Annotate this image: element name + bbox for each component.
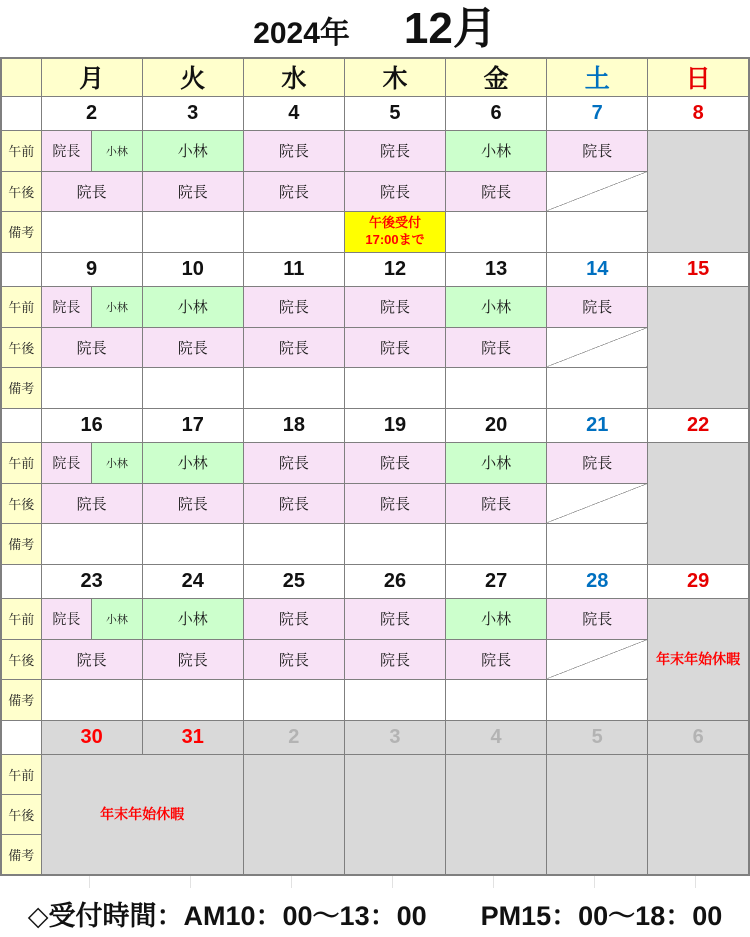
- am-row: [1, 442, 749, 483]
- date-corner-cell: [1, 96, 41, 130]
- reception-hours-text: ◇受付時間：AM10：00～13：00 PM15：00～18：00: [27, 901, 723, 931]
- date-cell: 23: [41, 564, 142, 598]
- empty-cell: [142, 367, 243, 408]
- weekday-cell-mon: 月: [41, 58, 142, 96]
- closed-diagonal-cell: [547, 483, 648, 523]
- staff-name: 小林: [91, 287, 142, 327]
- date-cell: 14: [547, 252, 648, 286]
- empty-cell: [142, 211, 243, 252]
- date-cell: 27: [446, 564, 547, 598]
- schedule-cell: 小林: [142, 286, 243, 327]
- schedule-cell: 院長: [344, 442, 445, 483]
- staff-name: 小林: [91, 599, 142, 639]
- date-cell: 17: [142, 408, 243, 442]
- footer-reception-hours: [0, 888, 750, 937]
- date-row: [1, 564, 749, 598]
- date-cell: 19: [344, 408, 445, 442]
- schedule-cell: 院長: [446, 171, 547, 211]
- schedule-cell: 院長: [446, 639, 547, 679]
- empty-cell: [243, 367, 344, 408]
- note-row: [1, 211, 749, 252]
- date-cell: 15: [648, 252, 749, 286]
- date-cell: 9: [41, 252, 142, 286]
- am-row: [1, 286, 749, 327]
- schedule-cell: 院長: [243, 442, 344, 483]
- closed-cell: [648, 442, 749, 564]
- closed-diagonal-cell: [547, 327, 648, 367]
- closed-cell: [648, 754, 749, 875]
- empty-cell: [142, 523, 243, 564]
- date-cell: 3: [344, 720, 445, 754]
- date-cell: 5: [344, 96, 445, 130]
- am-row: [1, 130, 749, 171]
- date-cell: 3: [142, 96, 243, 130]
- schedule-cell: 院長: [446, 483, 547, 523]
- closed-cell: [648, 130, 749, 252]
- date-cell: 6: [648, 720, 749, 754]
- staff-name: 小林: [91, 131, 142, 171]
- weekday-cell-sun: 日: [648, 58, 749, 96]
- schedule-cell: 院長: [344, 130, 445, 171]
- schedule-cell: 院長: [41, 483, 142, 523]
- date-cell: 10: [142, 252, 243, 286]
- schedule-cell: 院長: [142, 327, 243, 367]
- date-cell: 29: [648, 564, 749, 598]
- note-row: [1, 679, 749, 720]
- schedule-cell-split: [41, 598, 142, 639]
- pm-row: [1, 171, 749, 211]
- row-label-note: 備考: [1, 834, 41, 875]
- empty-cell: [142, 679, 243, 720]
- date-cell: 21: [547, 408, 648, 442]
- schedule-cell: 院長: [344, 639, 445, 679]
- empty-cell: [243, 523, 344, 564]
- holiday-cell: 年末年始休暇: [648, 598, 749, 720]
- remark-cell: [344, 211, 445, 252]
- schedule-cell: 院長: [142, 639, 243, 679]
- schedule-cell-split: [41, 286, 142, 327]
- closed-cell: [446, 754, 547, 875]
- empty-cell: [41, 367, 142, 408]
- date-cell: 2: [243, 720, 344, 754]
- date-corner-cell: [1, 408, 41, 442]
- schedule-cell: 院長: [243, 171, 344, 211]
- schedule-cell: 院長: [243, 598, 344, 639]
- am-row: [1, 598, 749, 639]
- schedule-cell: 小林: [142, 442, 243, 483]
- row-label-note: 備考: [1, 523, 41, 564]
- date-cell: 7: [547, 96, 648, 130]
- schedule-cell: 院長: [243, 639, 344, 679]
- staff-name: 院長: [42, 443, 92, 483]
- weekday-header-row: [1, 58, 749, 96]
- schedule-cell: 院長: [344, 598, 445, 639]
- schedule-cell: 院長: [142, 171, 243, 211]
- date-cell: 2: [41, 96, 142, 130]
- date-cell: 4: [446, 720, 547, 754]
- calendar-table: [0, 57, 750, 876]
- empty-cell: [344, 367, 445, 408]
- note-row: [1, 523, 749, 564]
- schedule-cell: 院長: [243, 483, 344, 523]
- row-label-am: 午前: [1, 442, 41, 483]
- row-label-am: 午前: [1, 130, 41, 171]
- row-label-am: 午前: [1, 754, 41, 794]
- title-year: 2024年: [253, 17, 350, 50]
- spacer-row: [0, 876, 750, 888]
- date-cell: 13: [446, 252, 547, 286]
- schedule-cell: 小林: [142, 130, 243, 171]
- title-month: 12月: [403, 4, 497, 53]
- calendar-grid-body: [1, 96, 749, 875]
- schedule-cell: 小林: [446, 442, 547, 483]
- date-cell: 31: [142, 720, 243, 754]
- schedule-cell: 小林: [446, 598, 547, 639]
- row-label-pm: 午後: [1, 171, 41, 211]
- empty-cell: [41, 523, 142, 564]
- empty-cell: [446, 367, 547, 408]
- date-cell: 6: [446, 96, 547, 130]
- empty-cell: [446, 523, 547, 564]
- remark-line: 午後受付: [368, 214, 421, 230]
- row-label-note: 備考: [1, 367, 41, 408]
- date-row: [1, 252, 749, 286]
- date-cell: 12: [344, 252, 445, 286]
- empty-cell: [243, 211, 344, 252]
- weekday-cell-fri: 金: [446, 58, 547, 96]
- date-cell: 5: [547, 720, 648, 754]
- empty-cell: [41, 211, 142, 252]
- date-corner-cell: [1, 720, 41, 754]
- empty-cell: [547, 211, 648, 252]
- empty-cell: [41, 679, 142, 720]
- closed-diagonal-cell: [547, 171, 648, 211]
- staff-name: 小林: [91, 443, 142, 483]
- schedule-cell: 院長: [243, 286, 344, 327]
- schedule-cell-split: [41, 130, 142, 171]
- row-label-am: 午前: [1, 286, 41, 327]
- date-cell: 20: [446, 408, 547, 442]
- schedule-cell: 院長: [344, 286, 445, 327]
- pm-row: [1, 483, 749, 523]
- row-label-am: 午前: [1, 598, 41, 639]
- schedule-cell: 院長: [344, 483, 445, 523]
- date-cell: 26: [344, 564, 445, 598]
- weekday-corner-cell: [1, 58, 41, 96]
- note-row: [1, 367, 749, 408]
- closed-diagonal-cell: [547, 639, 648, 679]
- date-cell: 4: [243, 96, 344, 130]
- date-cell: 25: [243, 564, 344, 598]
- empty-cell: [547, 679, 648, 720]
- staff-name: 院長: [42, 599, 92, 639]
- pm-row: [1, 327, 749, 367]
- schedule-cell: 院長: [344, 171, 445, 211]
- date-cell: 11: [243, 252, 344, 286]
- calendar-title: [0, 0, 750, 57]
- schedule-cell: 院長: [243, 130, 344, 171]
- schedule-cell: 院長: [547, 598, 648, 639]
- date-corner-cell: [1, 564, 41, 598]
- schedule-cell: 院長: [547, 286, 648, 327]
- closed-cell: [344, 754, 445, 875]
- date-row: [1, 96, 749, 130]
- am-row: [1, 754, 749, 794]
- date-corner-cell: [1, 252, 41, 286]
- empty-cell: [344, 679, 445, 720]
- empty-cell: [446, 211, 547, 252]
- schedule-cell: 院長: [41, 327, 142, 367]
- closed-cell: [648, 286, 749, 408]
- date-cell: 18: [243, 408, 344, 442]
- schedule-cell: 院長: [243, 327, 344, 367]
- empty-cell: [547, 523, 648, 564]
- date-cell: 8: [648, 96, 749, 130]
- holiday-cell: 年末年始休暇: [41, 754, 243, 875]
- weekday-cell-tue: 火: [142, 58, 243, 96]
- date-cell: 28: [547, 564, 648, 598]
- date-cell: 24: [142, 564, 243, 598]
- schedule-cell-split: [41, 442, 142, 483]
- empty-cell: [243, 679, 344, 720]
- row-label-note: 備考: [1, 211, 41, 252]
- pm-row: [1, 639, 749, 679]
- row-label-pm: 午後: [1, 327, 41, 367]
- weekday-cell-wed: 水: [243, 58, 344, 96]
- row-label-pm: 午後: [1, 483, 41, 523]
- empty-cell: [344, 523, 445, 564]
- schedule-cell: 院長: [547, 130, 648, 171]
- date-cell: 22: [648, 408, 749, 442]
- weekday-cell-sat: 土: [547, 58, 648, 96]
- staff-name: 院長: [42, 131, 92, 171]
- schedule-cell: 院長: [142, 483, 243, 523]
- staff-name: 院長: [42, 287, 92, 327]
- schedule-cell: 院長: [344, 327, 445, 367]
- date-cell: 16: [41, 408, 142, 442]
- schedule-cell: 院長: [41, 171, 142, 211]
- date-cell: 30: [41, 720, 142, 754]
- closed-cell: [547, 754, 648, 875]
- date-row: [1, 408, 749, 442]
- schedule-cell: 院長: [446, 327, 547, 367]
- empty-cell: [446, 679, 547, 720]
- date-row: [1, 720, 749, 754]
- weekday-cell-thu: 木: [344, 58, 445, 96]
- row-label-pm: 午後: [1, 794, 41, 834]
- schedule-cell: 小林: [446, 286, 547, 327]
- remark-line: 17:00まで: [365, 231, 425, 247]
- empty-cell: [547, 367, 648, 408]
- schedule-cell: 院長: [41, 639, 142, 679]
- schedule-cell: 小林: [446, 130, 547, 171]
- closed-cell: [243, 754, 344, 875]
- schedule-cell: 小林: [142, 598, 243, 639]
- schedule-cell: 院長: [547, 442, 648, 483]
- row-label-note: 備考: [1, 679, 41, 720]
- row-label-pm: 午後: [1, 639, 41, 679]
